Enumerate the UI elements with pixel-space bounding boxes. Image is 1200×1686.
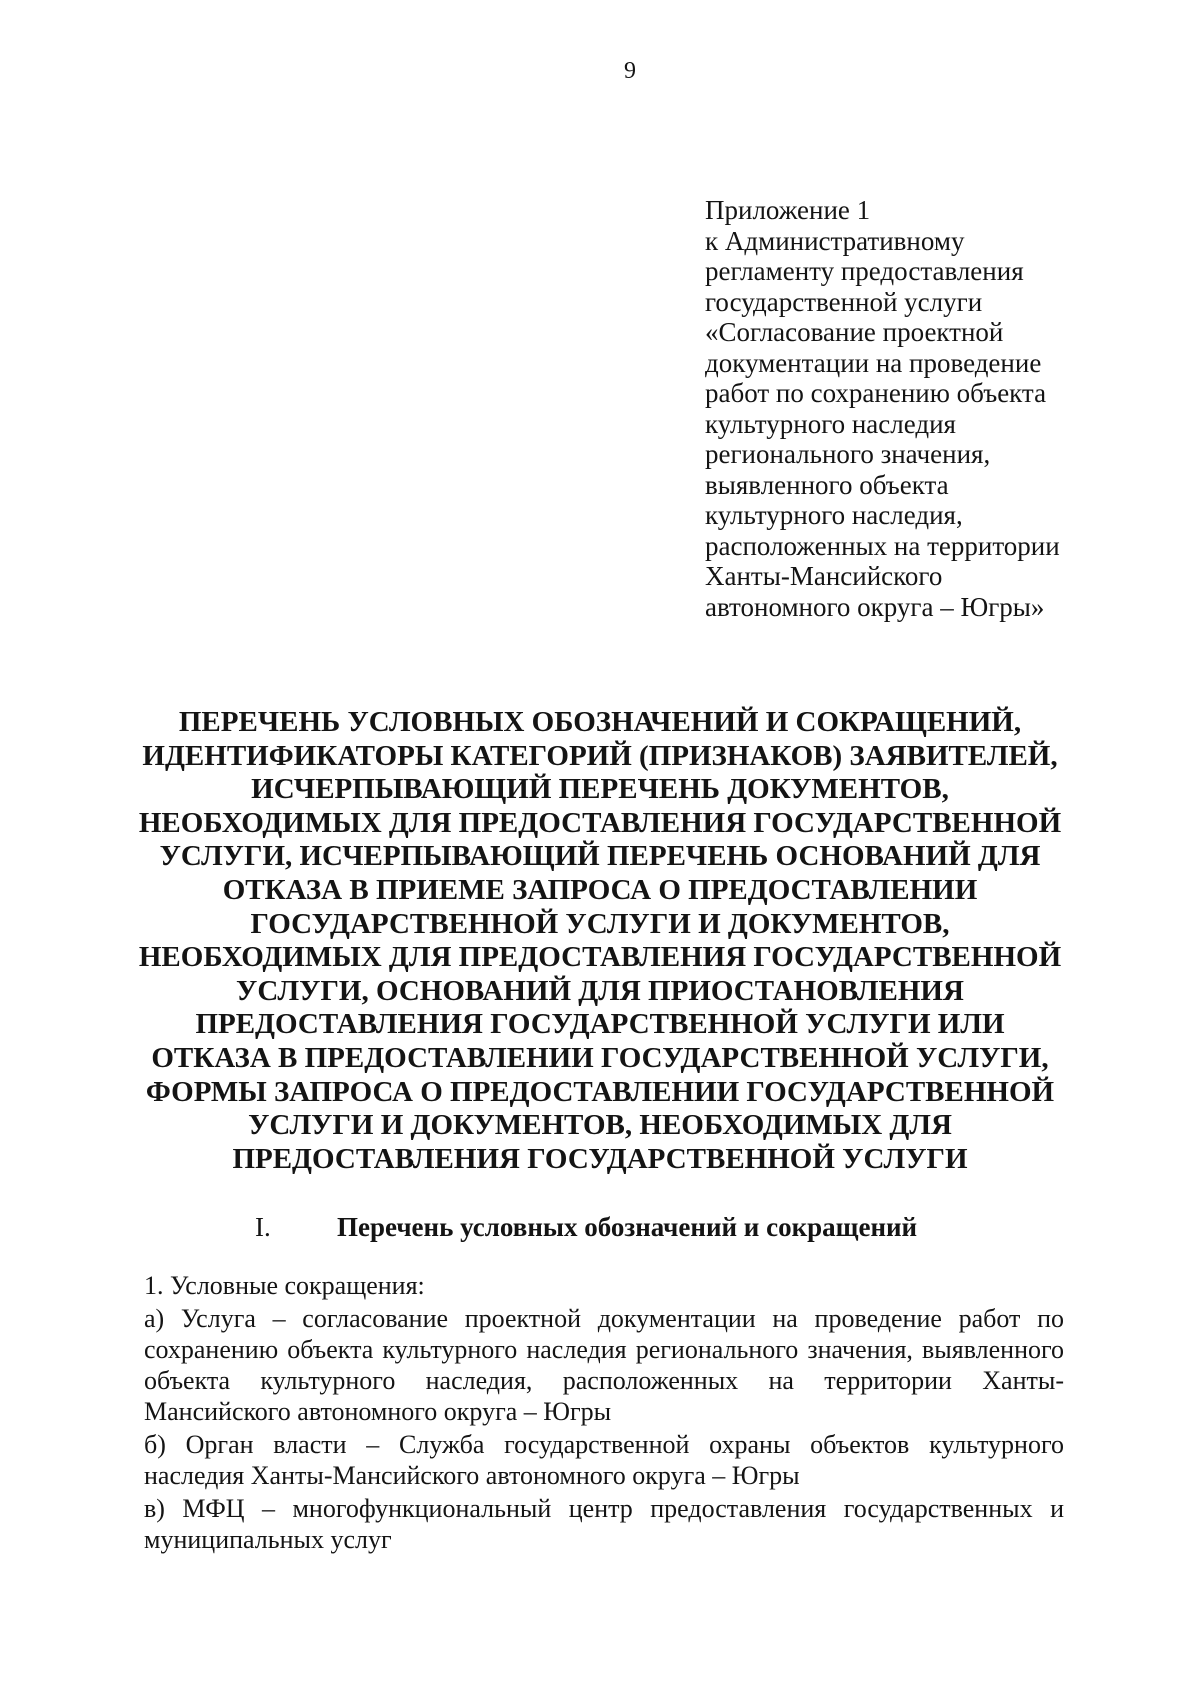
document-heading: [120, 706, 1080, 1176]
heading-line: НЕОБХОДИМЫХ ДЛЯ ПРЕДОСТАВЛЕНИЯ ГОСУДАРСТВЕННОЙ: [138, 806, 1062, 839]
heading-line: ИДЕНТИФИКАТОРЫ КАТЕГОРИЙ (ПРИЗНАКОВ) ЗАЯВИТЕЛЕЙ,: [142, 739, 1058, 772]
body-text: [144, 1270, 1064, 1557]
appendix-line: выявленного объекта: [705, 469, 949, 500]
heading-line: НЕОБХОДИМЫХ ДЛЯ ПРЕДОСТАВЛЕНИЯ ГОСУДАРСТВЕННОЙ: [138, 941, 1062, 974]
appendix-line: Ханты-Мансийского: [705, 561, 943, 591]
heading-line: ОТКАЗА В ПРИЕМЕ ЗАПРОСА О ПРЕДОСТАВЛЕНИИ: [222, 873, 978, 906]
paragraph: б) Орган власти – Служба государственной охраны объектов культурного наследия Ханты-Мансийского автономного округа – Югры: [144, 1430, 1064, 1490]
appendix-line: «Согласование проектной: [705, 317, 1004, 347]
section-title: Перечень условных обозначений и сокращений: [337, 1212, 918, 1242]
paragraph: а) Услуга – согласование проектной документации на проведение работ по сохранению объекта культурного наследия регионального значения, выявленного объекта культурного наследия, расположенных на территории Ханты-Мансийского автономного округа – Югры: [144, 1304, 1064, 1426]
paragraph: в) МФЦ – многофункциональный центр предоставления государственных и муниципальных услуг: [144, 1494, 1064, 1554]
heading-line: ИСЧЕРПЫВАЮЩИЙ ПЕРЕЧЕНЬ ДОКУМЕНТОВ,: [251, 773, 949, 806]
appendix-line: регламенту предоставления: [705, 256, 1024, 286]
heading-line: ПРЕДОСТАВЛЕНИЯ ГОСУДАРСТВЕННОЙ УСЛУГИ ИЛИ: [195, 1008, 1005, 1041]
heading-line: ПРЕДОСТАВЛЕНИЯ ГОСУДАРСТВЕННОЙ УСЛУГИ: [232, 1142, 968, 1175]
appendix-line: расположенных на территории: [705, 530, 1060, 561]
appendix-line: государственной услуги: [705, 286, 983, 317]
appendix-line: работ по сохранению объекта: [705, 378, 1047, 408]
heading-line: ПЕРЕЧЕНЬ УСЛОВНЫХ ОБОЗНАЧЕНИЙ И СОКРАЩЕНИЙ,: [178, 706, 1022, 738]
appendix-line: автономного округа – Югры»: [705, 591, 1045, 622]
paragraph: 1. Условные сокращения:: [144, 1271, 425, 1300]
appendix-line: культурного наследия: [705, 408, 956, 439]
heading-line: ФОРМЫ ЗАПРОСА О ПРЕДОСТАВЛЕНИИ ГОСУДАРСТВЕННОЙ: [145, 1075, 1055, 1108]
appendix-line: регионального значения,: [705, 439, 991, 469]
appendix-line: к Административному: [705, 225, 965, 256]
appendix-note: [705, 195, 1175, 622]
section-heading: [255, 1212, 1085, 1243]
heading-line: ГОСУДАРСТВЕННОЙ УСЛУГИ И ДОКУМЕНТОВ,: [250, 907, 950, 940]
section-number: I.: [255, 1212, 271, 1242]
appendix-line: Приложение 1: [705, 195, 871, 225]
heading-line: УСЛУГИ, ОСНОВАНИЙ ДЛЯ ПРИОСТАНОВЛЕНИЯ: [236, 974, 964, 1007]
heading-line: УСЛУГИ И ДОКУМЕНТОВ, НЕОБХОДИМЫХ ДЛЯ: [248, 1109, 952, 1142]
appendix-line: культурного наследия,: [705, 500, 963, 530]
appendix-line: документации на проведение: [705, 347, 1042, 378]
heading-line: УСЛУГИ, ИСЧЕРПЫВАЮЩИЙ ПЕРЕЧЕНЬ ОСНОВАНИЙ ДЛЯ: [159, 840, 1041, 873]
heading-line: ОТКАЗА В ПРЕДОСТАВЛЕНИИ ГОСУДАРСТВЕННОЙ УСЛУГИ,: [151, 1041, 1049, 1074]
page-number: 9: [624, 58, 636, 84]
